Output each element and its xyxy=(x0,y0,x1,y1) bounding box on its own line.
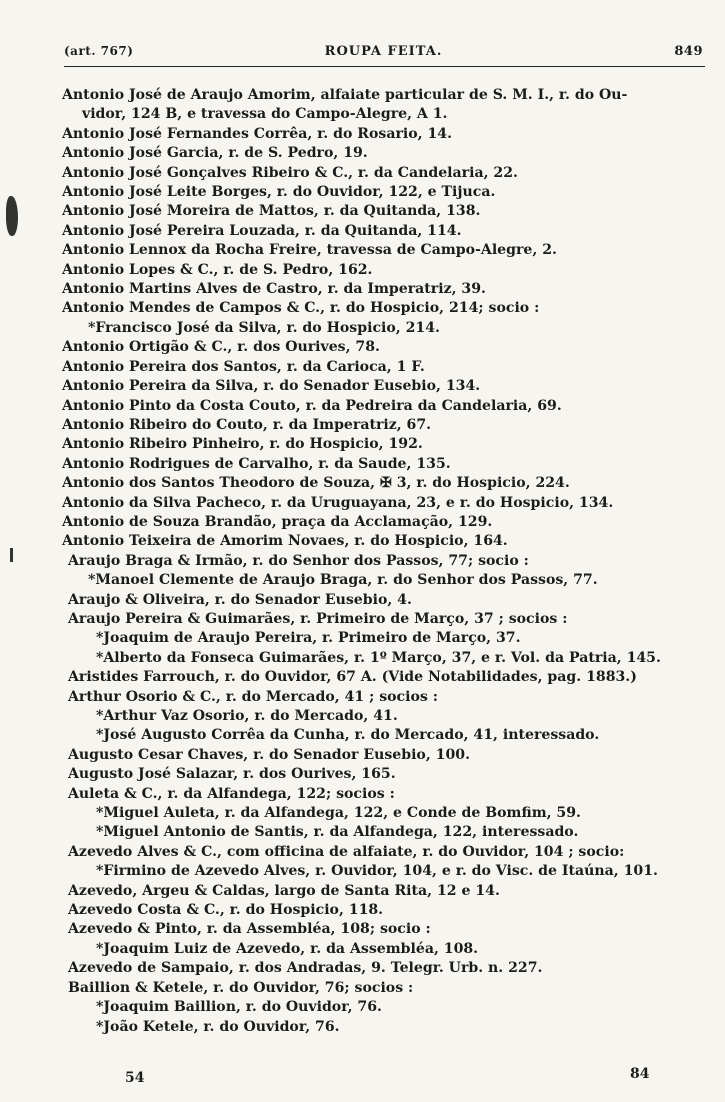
ink-blot xyxy=(6,196,18,236)
directory-entry: Auleta & C., r. da Alfandega, 122; socios : xyxy=(68,785,395,802)
directory-entry: *José Augusto Corrêa da Cunha, r. do Mercado, 41, interessado. xyxy=(96,727,600,744)
directory-entry: *Firmino de Azevedo Alves, r. Ouvidor, 104, e r. do Visc. de Itaúna, 101. xyxy=(96,863,658,880)
directory-entry: Antonio José Gonçalves Ribeiro & C., r. da Candelaria, 22. xyxy=(62,164,518,181)
directory-entry: Antonio José Garcia, r. de S. Pedro, 19. xyxy=(62,145,368,162)
directory-entry: Aristides Farrouch, r. do Ouvidor, 67 A. (Vide Notabilidades, pag. 1883.) xyxy=(68,669,637,686)
directory-entry: *Alberto da Fonseca Guimarães, r. 1º Março, 37, e r. Vol. da Patria, 145. xyxy=(96,649,661,666)
ink-speck xyxy=(10,548,13,562)
directory-entry: Augusto Cesar Chaves, r. do Senador Eusebio, 100. xyxy=(68,746,470,763)
directory-entry: Azevedo Costa & C., r. do Hospicio, 118. xyxy=(68,902,384,919)
directory-entry: Baillion & Ketele, r. do Ouvidor, 76; socios : xyxy=(68,979,414,996)
directory-entry: Antonio Pinto da Costa Couto, r. da Pedreira da Candelaria, 69. xyxy=(62,397,562,414)
directory-entry: Antonio dos Santos Theodoro de Souza, ✠ 3, r. do Hospicio, 224. xyxy=(62,475,570,492)
directory-entry: Azevedo Alves & C., com officina de alfaiate, r. do Ouvidor, 104 ; socio: xyxy=(68,843,625,860)
directory-list xyxy=(62,86,713,1037)
directory-entry: Antonio José Fernandes Corrêa, r. do Rosario, 14. xyxy=(62,125,452,142)
page-number: 849 xyxy=(674,44,703,59)
directory-entry: Antonio Ortigão & C., r. dos Ourives, 78. xyxy=(62,339,380,356)
directory-entry: Arthur Osorio & C., r. do Mercado, 41 ; socios : xyxy=(68,688,438,705)
directory-entry: Antonio Ribeiro Pinheiro, r. do Hospicio, 192. xyxy=(62,436,423,453)
directory-entry: Araujo & Oliveira, r. do Senador Eusebio, 4. xyxy=(68,591,412,608)
directory-entry: Araujo Pereira & Guimarães, r. Primeiro de Março, 37 ; socios : xyxy=(68,610,568,627)
directory-entry: *Francisco José da Silva, r. do Hospicio, 214. xyxy=(88,319,440,336)
directory-entry: Antonio Mendes de Campos & C., r. do Hospicio, 214; socio : xyxy=(62,300,540,317)
directory-entry: Antonio José Moreira de Mattos, r. da Quitanda, 138. xyxy=(62,203,481,220)
directory-entry: Antonio José Pereira Louzada, r. da Quitanda, 114. xyxy=(62,222,462,239)
directory-entry: Antonio da Silva Pacheco, r. da Uruguayana, 23, e r. do Hospicio, 134. xyxy=(62,494,614,511)
directory-entry: Augusto José Salazar, r. dos Ourives, 165. xyxy=(68,766,396,783)
header-rule xyxy=(64,66,705,67)
directory-entry: Antonio Rodrigues de Carvalho, r. da Saude, 135. xyxy=(62,455,451,472)
section-title: ROUPA FEITA. xyxy=(324,44,443,59)
directory-entry: Antonio de Souza Brandão, praça da Acclamação, 129. xyxy=(62,513,493,530)
directory-entry: Antonio Martins Alves de Castro, r. da Imperatriz, 39. xyxy=(62,281,486,298)
directory-entry: *Joaquim Luiz de Azevedo, r. da Assembléa, 108. xyxy=(96,940,479,957)
directory-entry: *Miguel Auleta, r. da Alfandega, 122, e Conde de Bomfim, 59. xyxy=(96,805,581,822)
directory-entry: Antonio Teixeira de Amorim Novaes, r. do Hospicio, 164. xyxy=(62,533,508,550)
directory-entry: *Miguel Antonio de Santis, r. da Alfandega, 122, interessado. xyxy=(96,824,579,841)
directory-entry: Antonio José de Araujo Amorim, alfaiate particular de S. M. I., r. do Ou- xyxy=(62,87,628,103)
directory-entry: Antonio José Leite Borges, r. do Ouvidor, 122, e Tijuca. xyxy=(62,184,496,201)
directory-entry: Araujo Braga & Irmão, r. do Senhor dos Passos, 77; socio : xyxy=(68,552,529,569)
directory-entry: *Arthur Vaz Osorio, r. do Mercado, 41. xyxy=(96,708,398,724)
directory-entry: Antonio Pereira da Silva, r. do Senador Eusebio, 134. xyxy=(62,378,481,395)
directory-entry: Antonio Ribeiro do Couto, r. da Imperatriz, 67. xyxy=(62,416,432,433)
directory-entry: *João Ketele, r. do Ouvidor, 76. xyxy=(96,1018,340,1035)
directory-entry: Antonio Lennox da Rocha Freire, travessa de Campo-Alegre, 2. xyxy=(62,242,557,259)
directory-entry: *Joaquim de Araujo Pereira, r. Primeiro de Março, 37. xyxy=(96,630,521,647)
signature-mark-left: 54 xyxy=(125,1070,145,1086)
directory-entry: Azevedo, Argeu & Caldas, largo de Santa Rita, 12 e 14. xyxy=(68,882,500,899)
directory-entry: Azevedo & Pinto, r. da Assembléa, 108; socio : xyxy=(68,921,431,938)
directory-entry: *Joaquim Baillion, r. do Ouvidor, 76. xyxy=(96,999,382,1016)
directory-entry: Antonio Pereira dos Santos, r. da Carioca, 1 F. xyxy=(62,358,425,375)
running-header xyxy=(64,44,703,68)
directory-entry: *Manoel Clemente de Araujo Braga, r. do Senhor dos Passos, 77. xyxy=(88,572,598,589)
article-reference: (art. 767) xyxy=(64,44,134,58)
directory-entry: vidor, 124 B, e travessa do Campo-Alegre, A 1. xyxy=(82,106,448,123)
directory-entry: Antonio Lopes & C., r. de S. Pedro, 162. xyxy=(62,261,373,278)
directory-entry: Azevedo de Sampaio, r. dos Andradas, 9. Telegr. Urb. n. 227. xyxy=(68,960,543,977)
signature-mark-right: 84 xyxy=(630,1066,650,1082)
